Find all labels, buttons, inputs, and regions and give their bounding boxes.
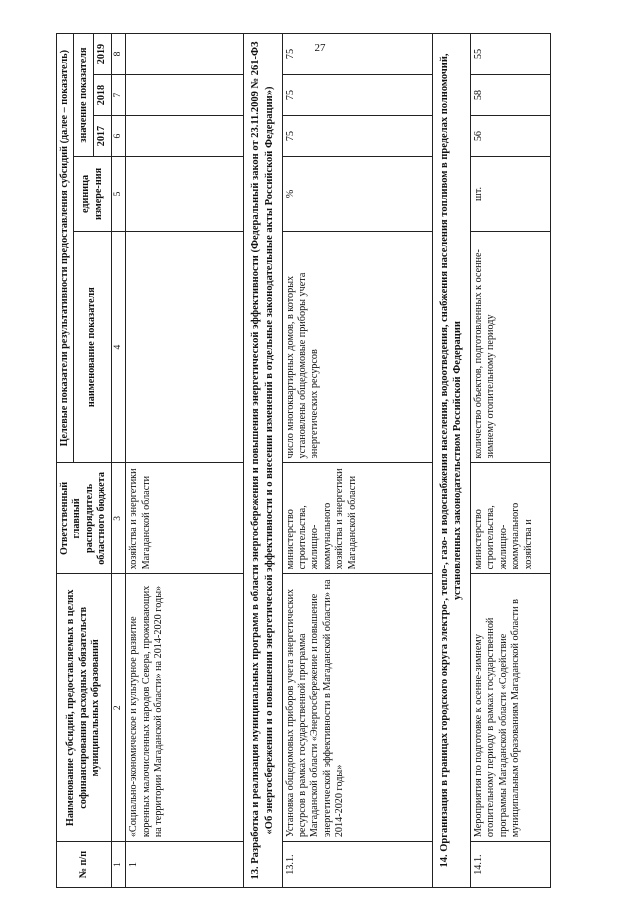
row-indicator: число многоквартирных домов, в которых установлены общедомовые приборы учета энергетических ресурсов xyxy=(282,231,432,463)
header-year: 2019 xyxy=(94,34,111,75)
header-unit: единица измере-ния xyxy=(74,157,111,232)
page-number: 27 xyxy=(314,42,326,54)
column-number: 4 xyxy=(111,231,126,463)
header-subsidy-name: Наименование субсидий, предоставляемых в целях софинансирования расходных обязательств муниципальных образований xyxy=(57,574,112,842)
row-subsidy-name: «Социально-экономическое и культурное развитие коренных малочисленных народов Севера, проживающих на территории Магаданской области» на 2014-2020 годы» xyxy=(126,574,244,842)
column-number: 5 xyxy=(111,157,126,232)
row-unit xyxy=(126,157,244,232)
row-value-2019 xyxy=(126,34,244,75)
row-owner: министерство строительства, жилищно-коммунального хозяйства и xyxy=(470,463,550,574)
row-indicator xyxy=(126,231,244,463)
row-value-2018 xyxy=(126,75,244,116)
column-number: 3 xyxy=(111,463,126,574)
row-unit: шт. xyxy=(470,157,550,232)
row-num: 1 xyxy=(126,842,244,888)
row-value-2019: 75 xyxy=(282,34,432,75)
table-row xyxy=(470,34,550,888)
row-indicator: количество объектов, подготовленных к осенне-зимнему отопительному периоду xyxy=(470,231,550,463)
row-unit: % xyxy=(282,157,432,232)
section-heading: 13. Разработка и реализация муниципальных программ в области энергосбережения и повышения энергетической эффективности (Федеральный закон от 23.11.2009 № 261-ФЗ «Об энергосбережении и о повышении энергетической эффективности и о внесении изменений в отдельные законодательные акты Российской Федерации») xyxy=(244,34,282,888)
row-value-2017 xyxy=(126,116,244,157)
row-num: 13.1. xyxy=(282,842,432,888)
column-number: 8 xyxy=(111,34,126,75)
table-row xyxy=(282,34,432,888)
header-year: 2018 xyxy=(94,75,111,116)
column-number: 2 xyxy=(111,574,126,842)
column-number: 6 xyxy=(111,116,126,157)
subsidy-table xyxy=(56,33,551,888)
header-num: № п/п xyxy=(57,842,112,888)
table-row xyxy=(126,34,244,888)
row-num: 14.1. xyxy=(470,842,550,888)
header-values: значение показателя xyxy=(74,34,94,157)
header-targets: Целевые показатели результативности предоставления субсидий (далее – показатель) xyxy=(57,34,74,463)
document-sheet xyxy=(56,33,616,888)
row-subsidy-name: Установка общедомовых приборов учета энергетических ресурсов в рамках государственной программа Магаданской области «Энергосбережение и повышение энергетической эффективности в Магаданской области» на 2014-2020 годы» xyxy=(282,574,432,842)
column-number-row xyxy=(111,34,126,888)
header-indicator-name: наименование показателя xyxy=(74,231,111,463)
section-heading-row xyxy=(244,34,282,888)
header-owner: Ответственный главный распорядитель областного бюджета xyxy=(57,463,112,574)
header-year: 2017 xyxy=(94,116,111,157)
column-number: 1 xyxy=(111,842,126,888)
row-value-2019: 55 xyxy=(470,34,550,75)
row-owner: хозяйства и энергетики Магаданской области xyxy=(126,463,244,574)
row-value-2018: 58 xyxy=(470,75,550,116)
row-owner: министерство строительства, жилищно-коммунального хозяйства и энергетики Магаданской области xyxy=(282,463,432,574)
row-value-2018: 75 xyxy=(282,75,432,116)
section-heading: 14. Организация в границах городского округа электро-, тепло-, газо- и водоснабжения населения, водоотведения, снабжения населения топливом в пределах полномочий, установленных законодательством Российской Федерации xyxy=(432,34,470,888)
row-subsidy-name: Мероприятия по подготовке к осенне-зимнему отопительному периоду в рамках государственной программы Магаданской области «Содействие муниципальным образованиям Магаданской области в xyxy=(470,574,550,842)
column-number: 7 xyxy=(111,75,126,116)
section-heading-row xyxy=(432,34,470,888)
row-value-2017: 75 xyxy=(282,116,432,157)
row-value-2017: 56 xyxy=(470,116,550,157)
